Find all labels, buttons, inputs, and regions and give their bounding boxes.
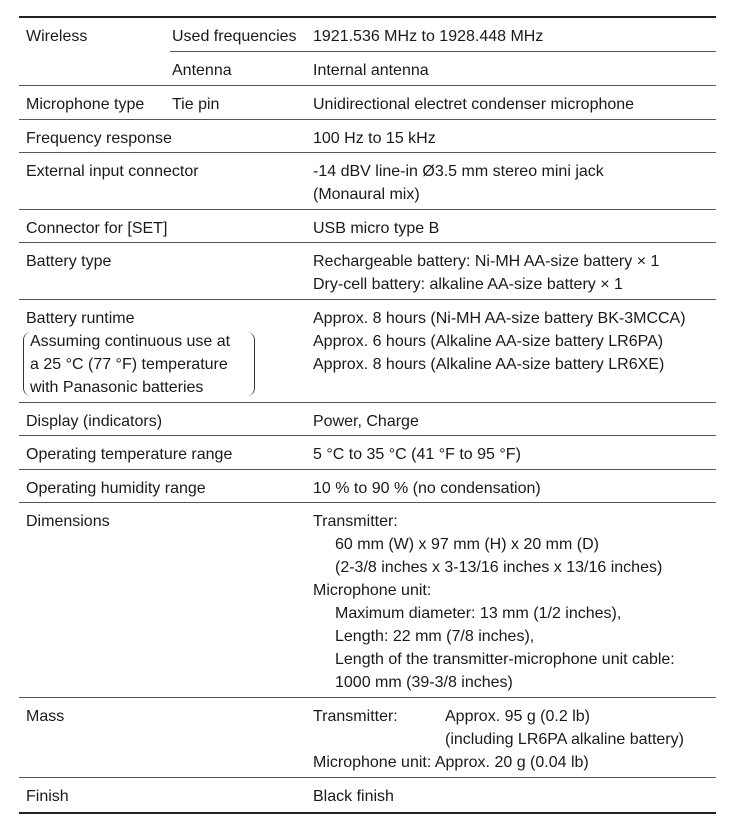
value-mass [313,705,684,774]
value-line [313,705,684,728]
row-mass [19,698,716,778]
label-operating-temperature: Operating temperature range [26,446,233,463]
sublabel-used-frequencies: Used frequencies [172,28,297,45]
sublabel-antenna: Antenna [172,62,232,79]
value-antenna: Internal antenna [313,62,429,79]
value-line: Maximum diameter: 13 mm (1/2 inches), [335,605,622,622]
value-line: 1000 mm (39-3/8 inches) [335,674,513,691]
specifications-table [19,16,716,814]
value-dimensions [313,510,675,694]
battery-runtime-note [30,330,230,399]
sublabel-tie-pin: Tie pin [172,96,220,113]
mass-transmitter-value: Approx. 95 g (0.2 lb) [445,708,590,725]
value-line [313,751,684,774]
label-mass: Mass [26,708,65,725]
note-line: a 25 °C (77 °F) temperature [30,356,228,373]
label-external-input: External input connector [26,163,199,180]
value-line: Approx. 8 hours (Alkaline AA-size battery LR6XE) [313,356,665,373]
label-dimensions: Dimensions [26,513,110,530]
value-battery-runtime [313,307,686,376]
row-dimensions [19,503,716,698]
mass-transmitter-label: Transmitter: [313,708,398,725]
label-microphone-type: Microphone type [26,96,145,113]
row-operating-humidity [19,470,716,503]
row-external-input [19,153,716,210]
label-battery-runtime: Battery runtime [26,310,135,327]
row-display [19,403,716,436]
value-operating-humidity: 10 % to 90 % (no condensation) [313,480,541,497]
label-frequency-response: Frequency response [26,130,172,147]
label-finish: Finish [26,788,69,805]
mass-microphone-value: Approx. 20 g (0.04 lb) [434,754,589,771]
label-wireless: Wireless [26,28,88,45]
value-line: Rechargeable battery: Ni-MH AA-size battery × 1 [313,253,660,270]
value-line: 60 mm (W) x 97 mm (H) x 20 mm (D) [335,536,599,553]
value-used-frequencies: 1921.536 MHz to 1928.448 MHz [313,28,544,45]
row-battery-type [19,243,716,300]
value-line: -14 dBV line-in Ø3.5 mm stereo mini jack [313,163,604,180]
value-operating-temperature: 5 °C to 35 °C (41 °F to 95 °F) [313,446,521,463]
value-line: (2-3/8 inches x 3-13/16 inches x 13/16 inches) [335,559,663,576]
row-microphone-type [19,86,716,120]
label-operating-humidity: Operating humidity range [26,480,206,497]
value-line: Length: 22 mm (7/8 inches), [335,628,535,645]
row-wireless [19,18,716,86]
value-display: Power, Charge [313,413,419,430]
value-line: Length of the transmitter-microphone unit cable: [335,651,675,668]
value-line: Approx. 8 hours (Ni-MH AA-size battery BK-3MCCA) [313,310,686,327]
value-frequency-response: 100 Hz to 15 kHz [313,130,436,147]
note-line: Assuming continuous use at [30,333,231,350]
value-line: Approx. 6 hours (Alkaline AA-size battery LR6PA) [313,333,664,350]
row-finish [19,778,716,812]
row-battery-runtime [19,300,716,403]
divider-wireless-sub [170,51,716,52]
value-battery-type [313,250,659,296]
value-finish: Black finish [313,788,394,805]
label-battery-type: Battery type [26,253,112,270]
note-line: with Panasonic batteries [30,379,204,396]
value-line: Dry-cell battery: alkaline AA-size battery × 1 [313,276,623,293]
row-operating-temperature [19,436,716,470]
label-connector-set: Connector for [SET] [26,220,168,237]
mass-transmitter-note: (including LR6PA alkaline battery) [445,731,684,748]
row-connector-set [19,210,716,243]
value-line [313,728,684,751]
row-frequency-response [19,120,716,153]
value-line: (Monaural mix) [313,186,420,203]
value-microphone-type: Unidirectional electret condenser microphone [313,96,635,113]
value-line: Transmitter: [313,513,398,530]
value-external-input [313,160,604,206]
value-line: Microphone unit: [313,582,432,599]
label-display: Display (indicators) [26,413,163,430]
mass-microphone-label: Microphone unit: [313,754,432,771]
value-connector-set: USB micro type B [313,220,440,237]
